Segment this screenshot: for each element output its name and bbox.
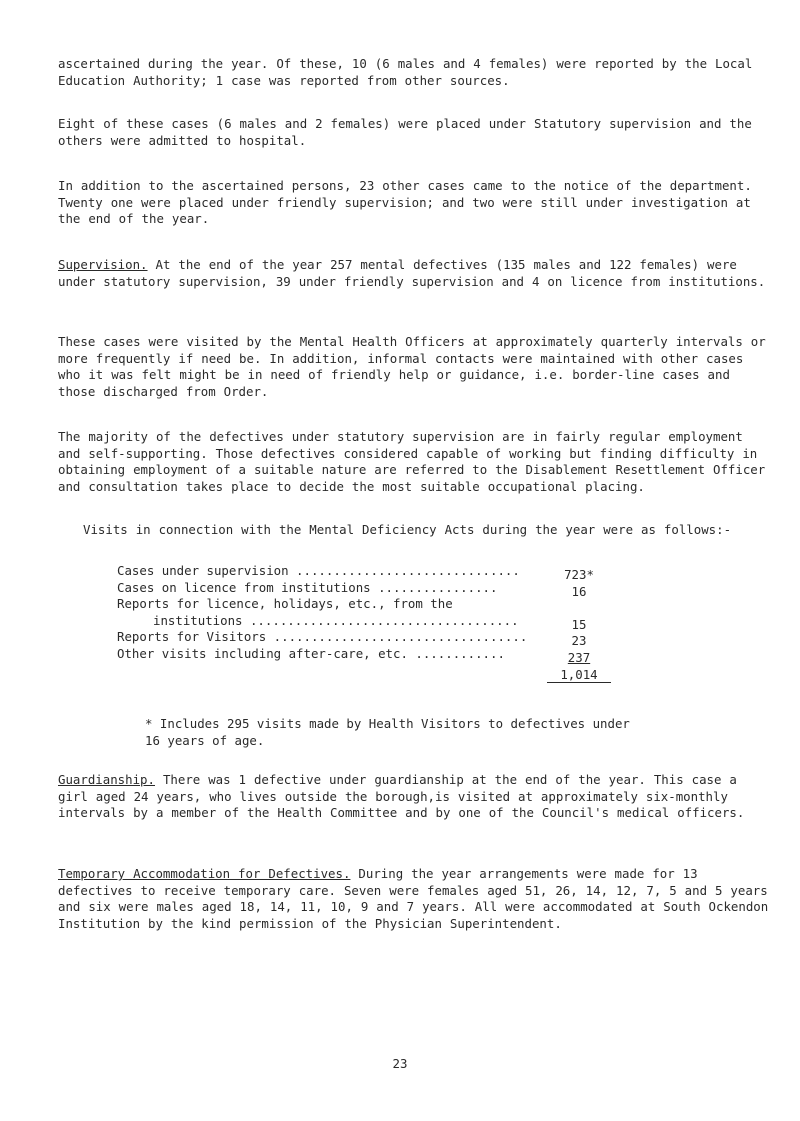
- row-value: 723*: [564, 567, 594, 582]
- table-total-row: [117, 662, 657, 682]
- paragraph-guardianship: [58, 772, 770, 822]
- heading-temporary-accommodation: Temporary Accommodation for Defectives.: [58, 866, 351, 881]
- table-total: 1,014: [547, 667, 611, 683]
- paragraph-ascertained: ascertained during the year. Of these, 10 (6 males and 4 females) were reported by the Local Education Authority; 1 case was reported from other sources.: [58, 56, 753, 88]
- row-value: 15: [571, 616, 587, 632]
- paragraph-visits-intro: Visits in connection with the Mental Deficiency Acts during the year were as follows:-: [83, 522, 732, 537]
- table-row: [117, 596, 657, 613]
- footnote: * Includes 295 visits made by Health Visitors to defectives under 16 years of age.: [145, 716, 630, 748]
- paragraph-employment: The majority of the defectives under statutory supervision are in fairly regular employment and self-supporting. Those defectives considered capable of working but finding difficulty in obtaining employment of a suitable nature are referred to the Disablement Resettlement Officer and consultation takes place to decide the most suitable occupational placing.: [58, 429, 766, 494]
- row-value: 16: [571, 583, 587, 599]
- table-row: [117, 613, 657, 630]
- paragraph-supervision: [58, 257, 770, 290]
- paragraph-statutory-placement: Eight of these cases (6 males and 2 females) were placed under Statutory supervision and the others were admitted to hospital.: [58, 116, 752, 148]
- page-number: 23: [392, 1056, 408, 1071]
- row-label: institutions ....................................: [153, 612, 519, 628]
- temporary-accommodation-body: During the year arrangements were made for 13 defectives to receive temporary care. Seven were females aged 51, 26, 14, 12, 7, 5 and 5 years and six were males aged 18, 14, 11, 10, 9 and 7 years. All were accommodated at South Ockendon Institution by the kind permission of the Physician Superintendent.: [58, 866, 769, 931]
- row-label: Reports for licence, holidays, etc., from the: [117, 596, 453, 611]
- row-value: 23: [571, 633, 587, 648]
- paragraph-visits-by-officers: These cases were visited by the Mental Health Officers at approximately quarterly intervals or more frequently if need be. In addition, informal contacts were maintained with other cases who it was felt might be in need of friendly help or guidance, i.e. border-line cases and those discharged from Order.: [58, 334, 766, 399]
- visits-table: [117, 563, 657, 682]
- table-row: [117, 563, 657, 580]
- heading-supervision: Supervision.: [58, 257, 148, 272]
- supervision-body: At the end of the year 257 mental defectives (135 males and 122 females) were under statutory supervision, 39 under friendly supervision and 4 on licence from institutions.: [58, 257, 766, 289]
- heading-guardianship: Guardianship.: [58, 772, 155, 787]
- table-row: [117, 646, 657, 663]
- paragraph-other-cases: In addition to the ascertained persons, 23 other cases came to the notice of the department. Twenty one were placed under friendly supervision; and two were still under investigation at the end of the year.: [58, 178, 752, 226]
- paragraph-temporary-accommodation: [58, 866, 770, 932]
- row-label: Reports for Visitors ..................................: [117, 629, 528, 644]
- table-row: [117, 580, 657, 597]
- guardianship-body: There was 1 defective under guardianship at the end of the year. This case a girl aged 24 years, who lives outside the borough,is visited at approximately six-monthly intervals by a member of the Health Committee and by one of the Council's medical officers.: [58, 772, 745, 820]
- row-label: Cases under supervision ..............................: [117, 563, 520, 578]
- row-label: Cases on licence from institutions ................: [117, 579, 498, 595]
- row-value: 237: [567, 649, 591, 665]
- table-row: [117, 629, 657, 646]
- row-label: Other visits including after-care, etc. ............: [117, 645, 505, 661]
